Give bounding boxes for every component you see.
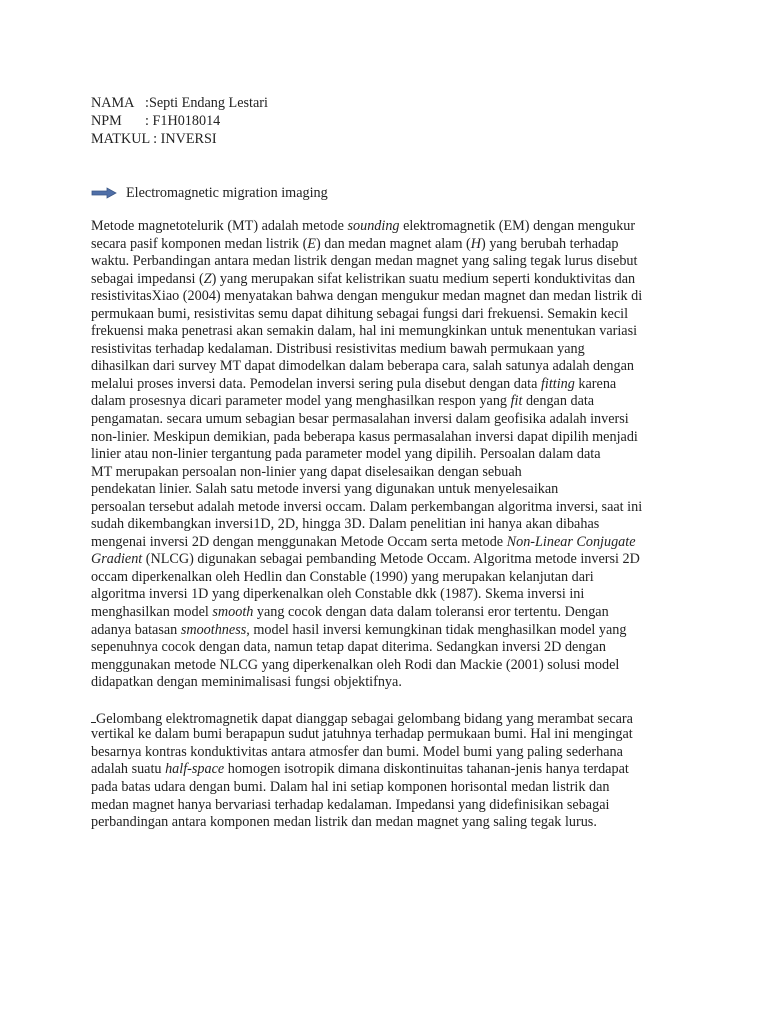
text-run: , model hasil inversi kemungkinan tidak menghasilkan model yang: [246, 621, 627, 638]
text-run: dengan data: [522, 393, 595, 410]
text-run: secara pasif komponen medan listrik (: [91, 235, 308, 252]
matkul-row: [91, 130, 268, 148]
italic-term: smooth: [212, 604, 254, 621]
npm-label: NPM: [91, 113, 122, 129]
text-line: [91, 761, 681, 779]
italic-term: smoothness: [180, 621, 247, 638]
text-run: ) dan medan magnet alam (: [315, 235, 471, 252]
right-arrow-icon: [91, 187, 117, 199]
text-run: elektromagnetik (EM) dengan mengukur: [399, 218, 636, 234]
section-title: Electromagnetic migration imaging: [126, 185, 328, 201]
text-run: pada batas udara dengan bumi. Dalam hal ini setiap komponen horisontal medan listrik dan: [91, 778, 610, 795]
text-line: [91, 586, 681, 604]
italic-term: H: [470, 235, 482, 252]
text-line: [91, 464, 681, 482]
text-line: [91, 446, 681, 464]
text-run: melalui proses inversi data. Pemodelan inversi sering pula disebut dengan data: [91, 375, 541, 392]
text-run: permukaan bumi, resistivitas semu dapat dihitung sebagai fungsi dari frekuensi. Semakin kecil: [91, 305, 629, 322]
text-line: [91, 271, 681, 289]
text-run: sebagai impedansi (: [91, 270, 204, 287]
italic-term: half-space: [165, 761, 225, 778]
text-run: sepenuhnya cocok dengan data, namun tetap dapat diterima. Sedangkan inversi 2D dengan: [91, 639, 606, 656]
text-run: karena: [574, 375, 617, 392]
text-line: [91, 744, 681, 762]
text-run: yang cocok dengan data dalam toleransi eror tertentu. Dengan: [253, 604, 609, 621]
text-run: menggunakan metode NLCG yang diperkenalkan oleh Rodi dan Mackie (2001) solusi model: [91, 656, 620, 673]
text-run: pendekatan linier. Salah satu metode inversi yang digunakan untuk menyelesaikan: [91, 481, 559, 498]
text-run: persoalan tersebut adalah metode inversi occam. Dalam perkembangan algoritma inversi, saat ini: [91, 498, 643, 515]
text-run: non-linier. Meskipun demikian, pada beberapa kasus permasalahan inversi dapat dipilih menjadi: [91, 428, 638, 445]
text-run: Metode magnetotelurik (MT) adalah metode: [91, 218, 348, 234]
name-row: [91, 94, 268, 112]
text-run: menghasilkan model: [91, 604, 213, 621]
name-value: :Septi Endang Lestari: [145, 95, 268, 111]
text-run: (NLCG) digunakan sebagai pembanding Metode Occam. Algoritma metode inversi 2D: [142, 551, 640, 568]
text-run: adalah suatu: [91, 761, 166, 778]
text-line: [91, 358, 681, 376]
text-line: [91, 779, 681, 797]
student-info: [91, 94, 268, 148]
text-line: [91, 534, 681, 552]
text-run: frekuensi maka penetrasi akan semakin dalam, hal ini memungkinkan untuk menentukan variasi: [91, 323, 638, 340]
matkul-value: : INVERSI: [153, 131, 217, 147]
text-line: [91, 236, 681, 254]
text-run: pengamatan. secara umum sebagian besar permasalahan inversi dalam geofisika adalah inversi: [91, 411, 629, 428]
text-line: [91, 604, 681, 622]
italic-term: sounding: [347, 218, 400, 234]
text-run: linier atau non-linier tergantung pada parameter model yang dipilih. Persoalan dalam data: [91, 446, 601, 463]
text-run: medan magnet hanya bervariasi terhadap kedalaman. Impedansi yang didefinisikan sebagai: [91, 796, 610, 813]
text-run: dihasilkan dari survey MT dapat dimodelkan dalam beberapa cara, salah satunya adalah dengan: [91, 358, 634, 375]
text-run: adanya batasan: [91, 621, 181, 638]
text-line: [91, 481, 681, 499]
matkul-label: MATKUL: [91, 131, 150, 147]
text-line: [91, 306, 681, 324]
text-line: [91, 288, 681, 306]
text-line: [91, 499, 681, 517]
name-label: NAMA: [91, 95, 135, 111]
text-line: [91, 622, 681, 640]
italic-term: Non-Linear Conjugate: [506, 533, 636, 550]
text-run: didapatkan dengan meminimalisasi fungsi objektifnya.: [91, 674, 402, 691]
text-line: [91, 814, 681, 832]
text-run: perbandingan antara komponen medan listrik dan medan magnet yang saling tegak lurus.: [91, 814, 597, 831]
text-run: vertikal ke dalam bumi berapapun sudut jatuhnya terhadap permukaan bumi. Hal ini mengingat: [91, 726, 633, 743]
text-run: algoritma inversi 1D yang diperkenalkan oleh Constable dkk (1987). Skema inversi ini: [91, 586, 585, 603]
document-body: [91, 218, 681, 832]
italic-term: fitting: [540, 375, 575, 392]
text-run: ) yang merupakan sifat kelistrikan suatu medium seperti konduktivitas dan: [211, 270, 636, 287]
text-line: [91, 639, 681, 657]
npm-value: : F1H018014: [145, 113, 221, 129]
text-run: dalam prosesnya dicari parameter model yang menghasilkan respon yang: [91, 393, 511, 410]
text-run: waktu. Perbandingan antara medan listrik dengan medan magnet yang saling tegak lurus disebut: [91, 253, 638, 270]
text-line: [91, 657, 681, 675]
text-run: occam diperkenalkan oleh Hedlin dan Constable (1990) yang merupakan kelanjutan dari: [91, 568, 594, 585]
text-line: [91, 411, 681, 429]
text-line: [91, 551, 681, 569]
text-run: MT merupakan persoalan non-linier yang dapat diselesaikan dengan sebuah: [91, 463, 522, 480]
text-run: Gelombang elektromagnetik dapat dianggap sebagai gelombang bidang yang merambat secara: [96, 710, 633, 727]
text-run: mengenai inversi 2D dengan menggunakan Metode Occam serta metode: [91, 533, 507, 550]
italic-term: Z: [203, 270, 212, 287]
text-run: ) yang berubah terhadap: [481, 235, 619, 252]
italic-term: fit: [510, 393, 523, 410]
text-line: [91, 516, 681, 534]
text-run: resistivitas terhadap kedalaman. Distribusi resistivitas medium bawah permukaan yang: [91, 340, 585, 357]
text-run: besarnya kontras konduktivitas antara atmosfer dan bumi. Model bumi yang paling sederhana: [91, 743, 623, 760]
italic-term: Gradient: [91, 551, 143, 568]
text-line: [91, 253, 681, 271]
text-line: [91, 393, 681, 411]
text-line: [91, 569, 681, 587]
paragraph-1: [91, 218, 681, 692]
text-run: homogen isotropik dimana diskontinuitas tahanan-jenis hanya terdapat: [224, 761, 629, 778]
section-heading: [91, 183, 328, 203]
text-line: [91, 797, 681, 815]
npm-row: [91, 112, 268, 130]
text-line: [91, 429, 681, 447]
text-line: [91, 341, 681, 359]
text-line: [91, 709, 681, 727]
text-line: [91, 323, 681, 341]
italic-term: E: [307, 235, 316, 252]
text-run: resistivitasXiao (2004) menyatakan bahwa dengan mengukur medan magnet dan medan listrik di: [91, 288, 643, 305]
text-line: [91, 218, 681, 236]
text-line: [91, 726, 681, 744]
text-line: [91, 376, 681, 394]
paragraph-2: [91, 709, 681, 832]
text-line: [91, 674, 681, 692]
text-run: sudah dikembangkan inversi1D, 2D, hingga 3D. Dalam penelitian ini hanya akan dibahas: [91, 516, 600, 533]
